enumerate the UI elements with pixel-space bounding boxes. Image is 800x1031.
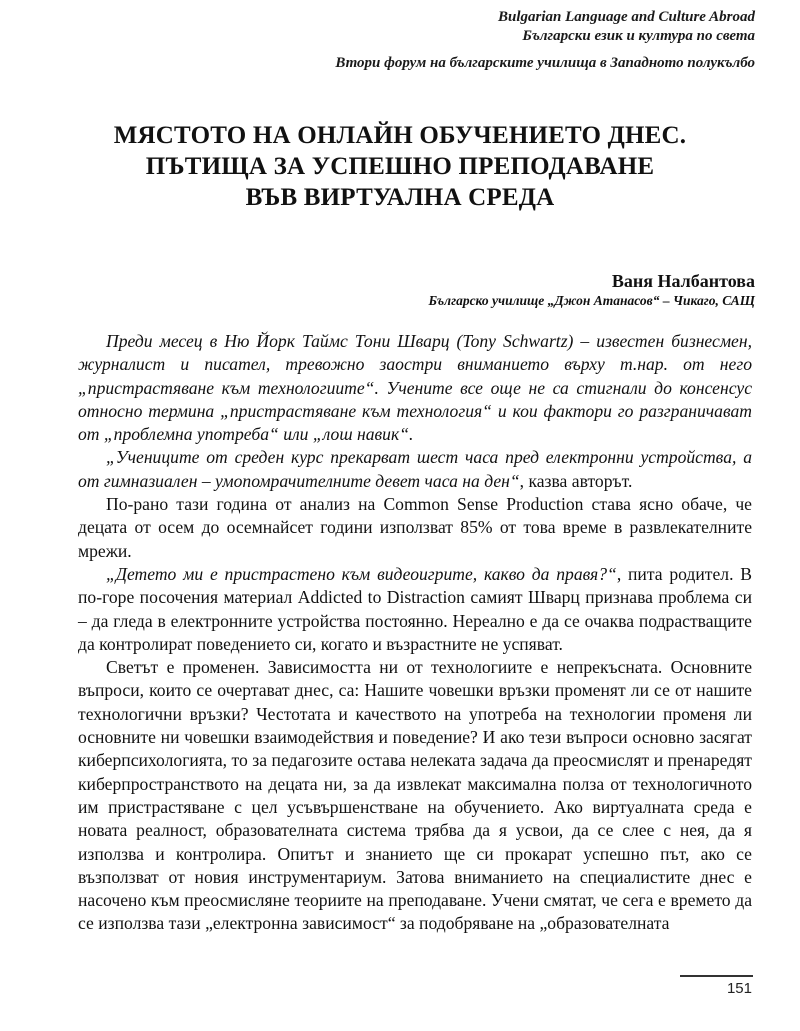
paragraph-3: По-рано тази година от анализ на Common Sense Production става ясно обаче, че децата от осем до осемнайсет години използват 85% от това време в развлекателните мрежи. <box>78 494 752 561</box>
paragraph-4-rest: , пита родител. В по-горе посочения материал Addicted to Distraction самият Шварц признава проблема си – да гледа в електронните устройства постоянно. Нереално е да се очаква подрастващите да контролират поведението си, когато и възрастните не успяват. <box>78 563 752 654</box>
paragraph-2 <box>78 446 752 493</box>
paragraph-2-attribution: , казва авторът. <box>519 470 633 491</box>
page-number: 151 <box>726 980 752 997</box>
header-forum-title: Втори форум на българските училища в Западното полукълбо <box>335 55 755 71</box>
article-body <box>78 330 752 936</box>
title-line-3: ВЪВ ВИРТУАЛНА СРЕДА <box>245 184 555 211</box>
paragraph-4 <box>78 563 752 656</box>
article-title <box>0 120 800 213</box>
paragraph-1: Преди месец в Ню Йорк Таймс Тони Шварц (Tony Schwartz) – известен бизнесмен, журналист и писател, тревожно заостри вниманието върху т.нар. от него „пристрастяване към технологиите“. Учените все още не са стигнали до консенсус относно термина „пристрастяване към технология“ и кои фактори го разграничават от „проблемна употреба“ или „лош навик“. <box>78 331 752 445</box>
title-line-2: ПЪТИЩА ЗА УСПЕШНО ПРЕПОДАВАНЕ <box>145 153 655 180</box>
byline <box>428 270 755 309</box>
running-header <box>335 8 755 73</box>
header-journal-bulgarian: Български език и култура по света <box>522 28 755 44</box>
title-line-1: МЯСТОТО НА ОНЛАЙН ОБУЧЕНИЕТО ДНЕС. <box>113 122 687 149</box>
paragraph-5: Светът е променен. Зависимостта ни от технологиите е непрекъсната. Основните въпроси, които се очертават днес, са: Нашите човешки връзки променят ли се от нашите технологични връзки? Честотата и качеството на употреба на технологии променя ли основните ни човешки взаимодействия и поведение? И ако тези въпроси основно засягат киберпсихологията, то за педагозите остава нелеката задача да преосмислят и пренаредят киберпространството на децата ни, за да извлекат максимална полза от технологичното им пристрастяване с цел усъвършенстване на обучението. Ако виртуалната среда е новата реалност, образователната система трябва да я усвои, да се слее с нея, да я използва и контролира. Опитът и знанието ще си прокарат успешно път, ако се възползват от новия инструментариум. Затова вниманието на специалистите днес е насочено към преосмисляне теориите на преподаване. Учени смятат, че сега е времето да се използва тази „електронна зависимост“ за подобряване на „образователната <box>78 657 752 934</box>
paragraph-4-quote: „Детето ми е пристрастено към видеоигрите, какво да правя?“ <box>106 563 617 584</box>
author-name: Ваня Налбантова <box>611 271 755 291</box>
header-journal-english: Bulgarian Language and Culture Abroad <box>497 9 755 25</box>
footer-divider <box>680 975 753 977</box>
author-affiliation: Българско училище „Джон Атанасов“ – Чикаго, САЩ <box>428 293 755 308</box>
paragraph-2-quote: „Учениците от среден курс прекарват шест часа пред електронни устройства, а от гимназиален – умопомрачителните девет часа на ден“ <box>78 447 752 491</box>
